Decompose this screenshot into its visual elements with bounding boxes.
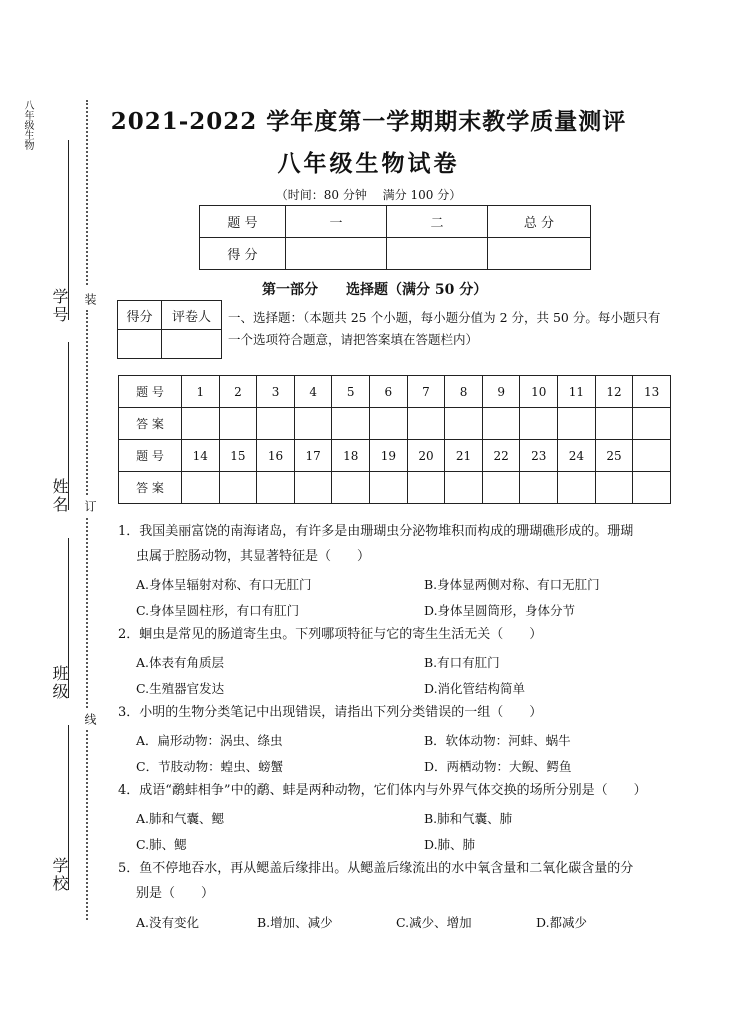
class-field[interactable] xyxy=(68,538,69,698)
question-number-cell: 19 xyxy=(370,440,408,472)
grader-input-cell[interactable] xyxy=(162,330,222,359)
answer-input-cell[interactable] xyxy=(445,408,483,440)
question-number-cell: 11 xyxy=(558,376,596,408)
exam-time-info: （时间：80 分钟 满分 100 分） xyxy=(275,188,462,202)
student-id-label: 学号 xyxy=(50,288,69,324)
exam-subtitle: 八年级生物试卷 xyxy=(277,150,460,177)
margin-subject-tag: 八年级生物 xyxy=(22,100,33,150)
question-3-option-b: B．软体动物：河蚌、蜗牛 xyxy=(424,733,571,748)
answer-input-cell[interactable] xyxy=(633,472,671,504)
answer-input-cell[interactable] xyxy=(482,408,520,440)
grader-input-cell[interactable] xyxy=(118,330,162,359)
question-number-cell: 9 xyxy=(482,376,520,408)
answer-input-cell[interactable] xyxy=(182,472,220,504)
student-name-label: 姓名 xyxy=(50,478,69,514)
score-header-cell: 一 xyxy=(286,206,387,238)
question-1-option-d: D.身体呈圆筒形，身体分节 xyxy=(424,603,576,618)
binding-dotted-line xyxy=(86,730,96,920)
answer-input-cell[interactable] xyxy=(294,408,332,440)
question-2-option-a: A.体表有角质层 xyxy=(136,655,225,670)
question-5-option-c: C.减少、增加 xyxy=(396,915,472,930)
score-input-cell[interactable] xyxy=(286,238,387,270)
answer-input-cell[interactable] xyxy=(257,472,295,504)
answer-input-cell[interactable] xyxy=(294,472,332,504)
question-number-cell: 10 xyxy=(520,376,558,408)
answer-input-cell[interactable] xyxy=(219,408,257,440)
question-number-cell: 15 xyxy=(219,440,257,472)
answer-input-cell[interactable] xyxy=(257,408,295,440)
answer-row-label: 题 号 xyxy=(119,376,182,408)
answer-row-label: 题 号 xyxy=(119,440,182,472)
answer-input-cell[interactable] xyxy=(520,472,558,504)
answer-row-label: 答 案 xyxy=(119,408,182,440)
question-5-stem-cont: 别是（ ） xyxy=(136,886,215,901)
question-2-stem: 2．蛔虫是常见的肠道寄生虫。下列哪项特征与它的寄生生活无关（ ） xyxy=(118,627,543,642)
question-5-option-b: B.增加、减少 xyxy=(257,915,333,930)
grader-header: 评卷人 xyxy=(162,301,222,330)
school-field[interactable] xyxy=(68,725,69,890)
score-row-label: 得 分 xyxy=(200,238,286,270)
score-header-cell: 总 分 xyxy=(488,206,591,238)
question-number-cell: 18 xyxy=(332,440,370,472)
section-title: 第一部分 选择题（满分 50 分） xyxy=(262,282,488,298)
binding-dotted-line xyxy=(86,310,96,495)
grader-table xyxy=(117,300,222,359)
bind-mark-xian: 线 xyxy=(83,713,97,725)
question-5-stem: 5．鱼不停地吞水，再从鳃盖后缘排出。从鳃盖后缘流出的水中氧含量和二氧化碳含量的分 xyxy=(118,861,634,876)
question-number-cell: 7 xyxy=(407,376,445,408)
question-number-cell: 4 xyxy=(294,376,332,408)
school-label: 学校 xyxy=(50,857,69,893)
binding-dotted-line xyxy=(86,518,96,708)
question-3-option-c: C．节肢动物：蝗虫、螃蟹 xyxy=(136,759,284,774)
question-number-cell: 12 xyxy=(595,376,633,408)
question-2-option-c: C.生殖器官发达 xyxy=(136,681,225,696)
question-number-cell: 25 xyxy=(595,440,633,472)
score-input-cell[interactable] xyxy=(488,238,591,270)
answer-input-cell[interactable] xyxy=(407,472,445,504)
answer-input-cell[interactable] xyxy=(482,472,520,504)
answer-row-label: 答 案 xyxy=(119,472,182,504)
question-number-cell: 8 xyxy=(445,376,483,408)
question-4-stem: 4．成语“鹬蚌相争”中的鹬、蚌是两种动物，它们体内与外界气体交换的场所分别是（ ） xyxy=(118,783,647,798)
answer-input-cell[interactable] xyxy=(332,408,370,440)
question-number-cell xyxy=(633,440,671,472)
answer-input-cell[interactable] xyxy=(370,408,408,440)
question-number-cell: 6 xyxy=(370,376,408,408)
question-number-cell: 5 xyxy=(332,376,370,408)
student-name-field[interactable] xyxy=(68,342,69,510)
answer-input-cell[interactable] xyxy=(595,472,633,504)
answer-input-cell[interactable] xyxy=(182,408,220,440)
answer-input-cell[interactable] xyxy=(332,472,370,504)
score-table xyxy=(199,205,591,270)
question-number-cell: 24 xyxy=(558,440,596,472)
answer-input-cell[interactable] xyxy=(219,472,257,504)
question-2-option-b: B.有口有肛门 xyxy=(424,655,500,670)
question-1-option-c: C.身体呈圆柱形，有口有肛门 xyxy=(136,603,300,618)
question-number-cell: 22 xyxy=(482,440,520,472)
question-number-cell: 17 xyxy=(294,440,332,472)
question-4-option-b: B.肺和气囊、肺 xyxy=(424,811,513,826)
answer-table xyxy=(118,375,671,504)
exam-title: 2021-2022 学年度第一学期期末教学质量测评 xyxy=(110,108,627,135)
bind-mark-zhuang: 装 xyxy=(83,293,97,305)
question-number-cell: 13 xyxy=(633,376,671,408)
question-number-cell: 14 xyxy=(182,440,220,472)
question-number-cell: 2 xyxy=(219,376,257,408)
answer-input-cell[interactable] xyxy=(407,408,445,440)
bind-mark-ding: 订 xyxy=(83,500,97,512)
score-header-cell: 题 号 xyxy=(200,206,286,238)
score-header-cell: 二 xyxy=(387,206,488,238)
section-instruction: 一、选择题：（本题共 25 个小题，每小题分值为 2 分，共 50 分。每小题只有一个选项符合题意，请把答案填在答题栏内） xyxy=(228,310,661,347)
question-number-cell: 21 xyxy=(445,440,483,472)
question-3-option-a: A．扁形动物：涡虫、绦虫 xyxy=(136,733,283,748)
question-4-option-c: C.肺、鳃 xyxy=(136,837,187,852)
answer-input-cell[interactable] xyxy=(595,408,633,440)
question-3-option-d: D．两栖动物：大鲵、鳄鱼 xyxy=(424,759,572,774)
question-5-option-d: D.都减少 xyxy=(536,915,588,930)
class-label: 班级 xyxy=(50,665,69,701)
answer-input-cell[interactable] xyxy=(633,408,671,440)
answer-input-cell[interactable] xyxy=(445,472,483,504)
question-1-stem-cont: 虫属于腔肠动物，其显著特征是（ ） xyxy=(136,549,371,564)
answer-input-cell[interactable] xyxy=(370,472,408,504)
question-4-option-d: D.肺、肺 xyxy=(424,837,476,852)
question-3-stem: 3．小明的生物分类笔记中出现错误，请指出下列分类错误的一组（ ） xyxy=(118,705,543,720)
answer-input-cell[interactable] xyxy=(558,472,596,504)
question-1-option-a: A.身体呈辐射对称、有口无肛门 xyxy=(136,577,312,592)
question-number-cell: 16 xyxy=(257,440,295,472)
grader-header: 得分 xyxy=(118,301,162,330)
question-number-cell: 20 xyxy=(407,440,445,472)
question-number-cell: 1 xyxy=(182,376,220,408)
question-1-stem: 1．我国美丽富饶的南海诸岛，有许多是由珊瑚虫分泌物堆积而构成的珊瑚礁形成的。珊瑚 xyxy=(118,524,634,539)
question-number-cell: 23 xyxy=(520,440,558,472)
question-5-option-a: A.没有变化 xyxy=(136,915,200,930)
score-input-cell[interactable] xyxy=(387,238,488,270)
question-4-option-a: A.肺和气囊、鳃 xyxy=(136,811,225,826)
answer-input-cell[interactable] xyxy=(520,408,558,440)
answer-input-cell[interactable] xyxy=(558,408,596,440)
question-1-option-b: B.身体显两侧对称、有口无肛门 xyxy=(424,577,600,592)
question-2-option-d: D.消化管结构简单 xyxy=(424,681,526,696)
question-number-cell: 3 xyxy=(257,376,295,408)
